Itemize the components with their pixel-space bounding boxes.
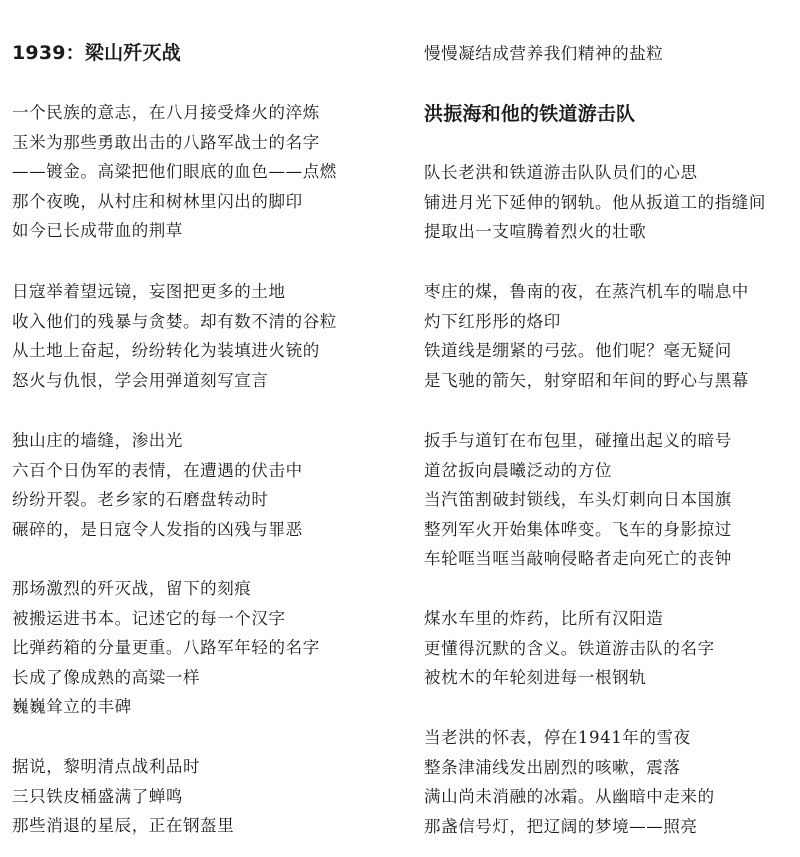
poem-line: 日寇举着望远镜，妄图把更多的土地 [12, 282, 286, 301]
poem-line: 那场激烈的歼灭战，留下的刻痕 [12, 579, 252, 598]
poem-title-railway-guerrillas: 洪振海和他的铁道游击队 [424, 103, 636, 125]
poem-line: 一个民族的意志，在八月接受烽火的淬炼 [12, 103, 320, 122]
poem-line: 收入他们的残暴与贪婪。却有数不清的谷粒 [12, 311, 337, 331]
poem-line: 整列军火开始集体哗变。飞车的身影掠过 [424, 519, 732, 539]
stanza [12, 574, 320, 722]
poem-line: 煤水车里的炸药，比所有汉阳造 [424, 609, 664, 628]
stanza [424, 604, 715, 693]
poem-line: 枣庄的煤，鲁南的夜，在蒸汽机车的喘息中 [424, 282, 749, 301]
poem-line: 比弹药箱的分量更重。八路军年轻的名字 [12, 638, 320, 658]
poem-line: 六百个日伪军的表情，在遭遇的伏击中 [12, 460, 303, 480]
poem-line: 那盏信号灯，把辽阔的梦境——照亮 [424, 816, 698, 836]
poem-line: 道岔扳向晨曦泛动的方位 [424, 460, 613, 480]
poem-line: 碾碎的，是日寇令人发指的凶残与罪恶 [12, 519, 303, 539]
poem-line: ——镀金。高粱把他们眼底的血色——点燃 [12, 162, 337, 182]
poem-line: 整条津浦线发出剧烈的咳嗽，震落 [424, 757, 681, 777]
poem-line: 从土地上奋起，纷纷转化为装填进火铳的 [12, 341, 320, 361]
poem-line: 是飞驰的箭矢，射穿昭和年间的野心与黑幕 [424, 370, 749, 390]
poem-line: 更懂得沉默的含义。铁道游击队的名字 [424, 638, 715, 658]
poem-line: 被搬运进书本。记述它的每一个汉字 [12, 608, 286, 628]
stanza [12, 752, 234, 841]
poem-line: 怒火与仇恨，学会用弹道刻写宣言 [12, 370, 269, 390]
poem-line: 据说，黎明清点战利品时 [12, 757, 201, 776]
poem-line: 慢慢凝结成营养我们精神的盐粒 [424, 44, 664, 63]
poem-line: 灼下红彤彤的烙印 [424, 311, 561, 331]
poem-line: 满山尚未消融的冰霜。从幽暗中走来的 [424, 787, 715, 807]
poem-line: 纷纷开裂。老乡家的石磨盘转动时 [12, 490, 269, 510]
poem-line: 队长老洪和铁道游击队队员们的心思 [424, 163, 698, 182]
poem-line: 扳手与道钉在布包里，碰撞出起义的暗号 [424, 431, 732, 450]
continued-line [424, 39, 663, 69]
poem-line: 被枕木的年轮刻进每一根钢轨 [424, 668, 647, 688]
poem-line: 铁道线是绷紧的弓弦。他们呢？毫无疑问 [424, 341, 732, 361]
poem-line: 三只铁皮桶盛满了蝉鸣 [12, 786, 183, 806]
stanza [12, 277, 337, 395]
poem-line: 独山庄的墙缝，渗出光 [12, 431, 183, 450]
poem-line: 如今已长成带血的荆草 [12, 221, 183, 241]
stanza [12, 98, 337, 246]
poem-title-liangshan: 1939：梁山歼灭战 [12, 42, 181, 64]
stanza [424, 158, 766, 247]
poem-line: 那个夜晚，从村庄和树林里闪出的脚印 [12, 191, 303, 211]
stanza [12, 426, 303, 544]
stanza [424, 426, 732, 574]
poem-line: 那些消退的星辰，正在钢盔里 [12, 816, 235, 836]
poem-line: 当老洪的怀表，停在1941年的雪夜 [424, 728, 691, 747]
poem-line: 长成了像成熟的高粱一样 [12, 667, 201, 687]
poem-line: 提取出一支喧腾着烈火的壮歌 [424, 222, 647, 242]
poem-line: 铺进月光下延伸的钢轨。他从扳道工的指缝间 [424, 192, 766, 212]
stanza [424, 723, 715, 841]
poem-line: 巍巍耸立的丰碑 [12, 697, 132, 717]
poem-line: 玉米为那些勇敢出击的八路军战士的名字 [12, 132, 320, 152]
stanza [424, 277, 749, 395]
poem-line: 当汽笛割破封锁线，车头灯刺向日本国旗 [424, 490, 732, 510]
poem-line: 车轮哐当哐当敲响侵略者走向死亡的丧钟 [424, 549, 732, 569]
